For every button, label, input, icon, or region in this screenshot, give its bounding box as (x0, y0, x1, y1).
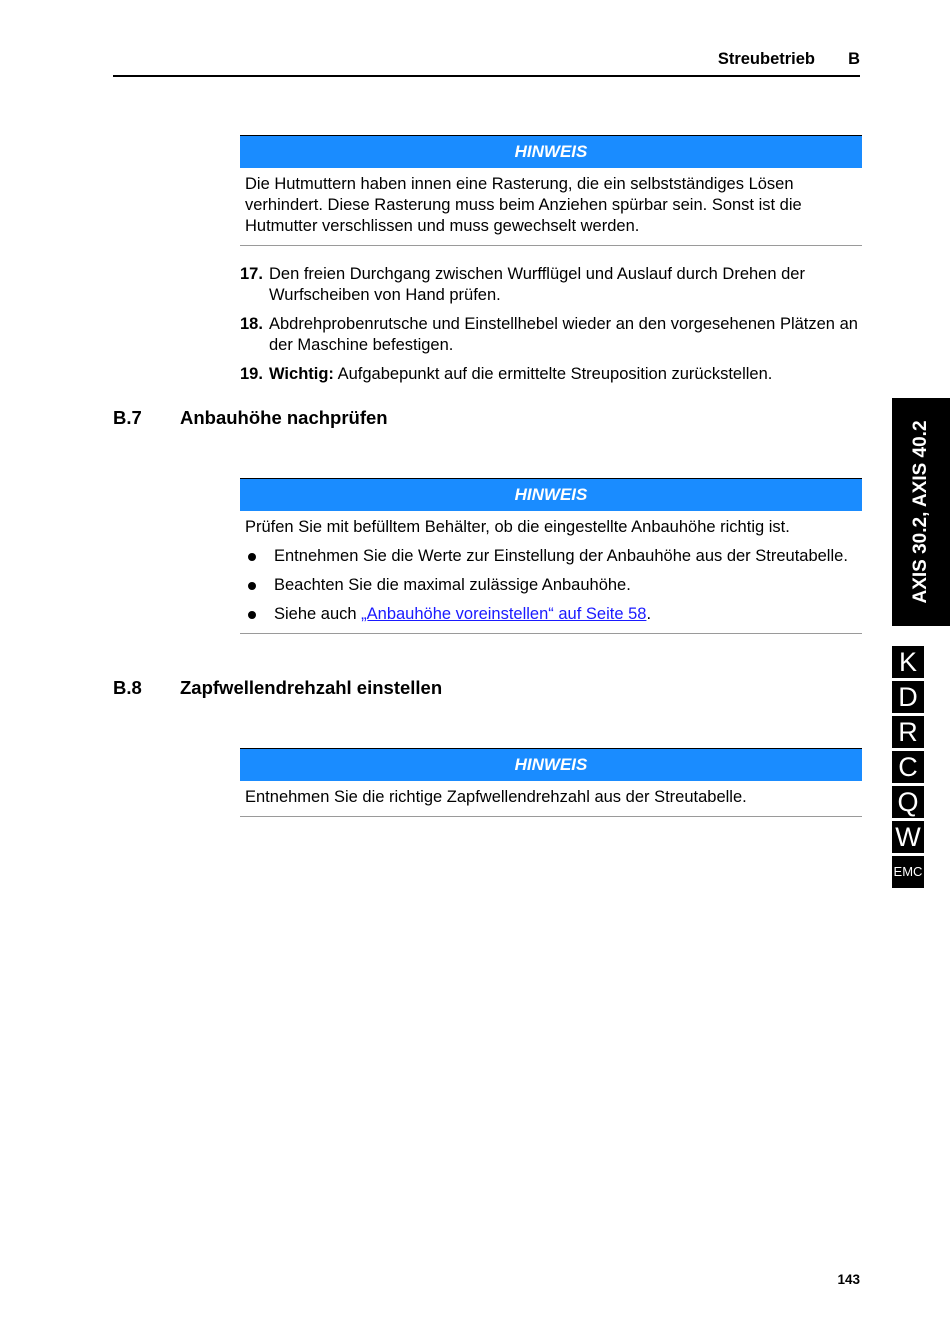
language-tab-q[interactable]: Q (892, 786, 924, 818)
notice-label: HINWEIS (240, 136, 862, 168)
side-tab-model (892, 398, 950, 626)
bullet-item (245, 604, 857, 625)
side-tab-text: AXIS 30.2, AXIS 40.2 (910, 420, 931, 604)
bullet-dot-icon (248, 582, 256, 590)
notice-body (240, 511, 862, 633)
notice-text: Entnehmen Sie die richtige Zapfwellendrehzahl aus der Streutabelle. (245, 788, 747, 806)
step-text: Aufgabepunkt auf die ermittelte Streuposition zurückstellen. (337, 365, 773, 383)
language-tab-c[interactable]: C (892, 751, 924, 783)
notice-label: HINWEIS (240, 749, 862, 781)
bullet-dot-icon (248, 553, 256, 561)
section-title: Zapfwellendrehzahl einstellen (180, 677, 443, 698)
language-tab-emc[interactable]: EMC (892, 856, 924, 888)
notice-text: Prüfen Sie mit befülltem Behälter, ob die eingestellte Anbauhöhe richtig ist. (245, 518, 790, 536)
step-number: 17. (240, 265, 263, 283)
notice-label: HINWEIS (240, 479, 862, 511)
cross-reference-link[interactable]: „Anbauhöhe voreinstellen“ auf Seite 58 (361, 605, 647, 623)
step-number: 18. (240, 315, 263, 333)
step-number: 19. (240, 365, 263, 383)
step-item (240, 364, 860, 385)
page-header (113, 49, 860, 77)
notice-box-anbauhoehe (240, 478, 862, 634)
language-tab-w[interactable]: W (892, 821, 924, 853)
language-tab-k[interactable]: K (892, 646, 924, 678)
step-item (240, 314, 860, 356)
bullet-suffix: . (646, 605, 652, 623)
header-chapter: B (848, 50, 860, 68)
bullet-item (245, 546, 857, 567)
bullet-text: Beachten Sie die maximal zulässige Anbauhöhe. (274, 576, 631, 594)
bullet-dot-icon (248, 611, 256, 619)
notice-box-hutmuttern (240, 135, 862, 246)
section-number: B.8 (113, 677, 142, 698)
step-item (240, 264, 860, 306)
section-title: Anbauhöhe nachprüfen (180, 407, 388, 428)
section-number: B.7 (113, 407, 142, 428)
page-number: 143 (837, 1272, 860, 1287)
bullet-item (245, 575, 857, 596)
header-title: Streubetrieb (717, 50, 815, 68)
bullet-prefix: Siehe auch (274, 605, 362, 623)
step-text: Abdrehprobenrutsche und Einstellhebel wieder an den vorgesehenen Plätzen an der Maschine befestigen. (269, 315, 858, 354)
step-list (240, 264, 860, 393)
notice-body (240, 781, 862, 816)
notice-text: Die Hutmuttern haben innen eine Rasterung, die ein selbstständiges Lösen verhindert. Diese Rasterung muss beim Anziehen spürbar sein. Sonst ist die Hutmutter verschlissen und muss gewechselt werden. (245, 175, 802, 235)
language-tab-r[interactable]: R (892, 716, 924, 748)
step-text: Den freien Durchgang zwischen Wurfflügel und Auslauf durch Drehen der Wurfscheiben von Hand prüfen. (269, 265, 805, 304)
notice-body (240, 168, 862, 245)
language-tab-d[interactable]: D (892, 681, 924, 713)
bullet-text: Entnehmen Sie die Werte zur Einstellung der Anbauhöhe aus der Streutabelle. (274, 547, 848, 565)
notice-box-zapfwelle (240, 748, 862, 817)
step-emphasis: Wichtig: (269, 365, 334, 383)
bullet-list (245, 546, 857, 625)
